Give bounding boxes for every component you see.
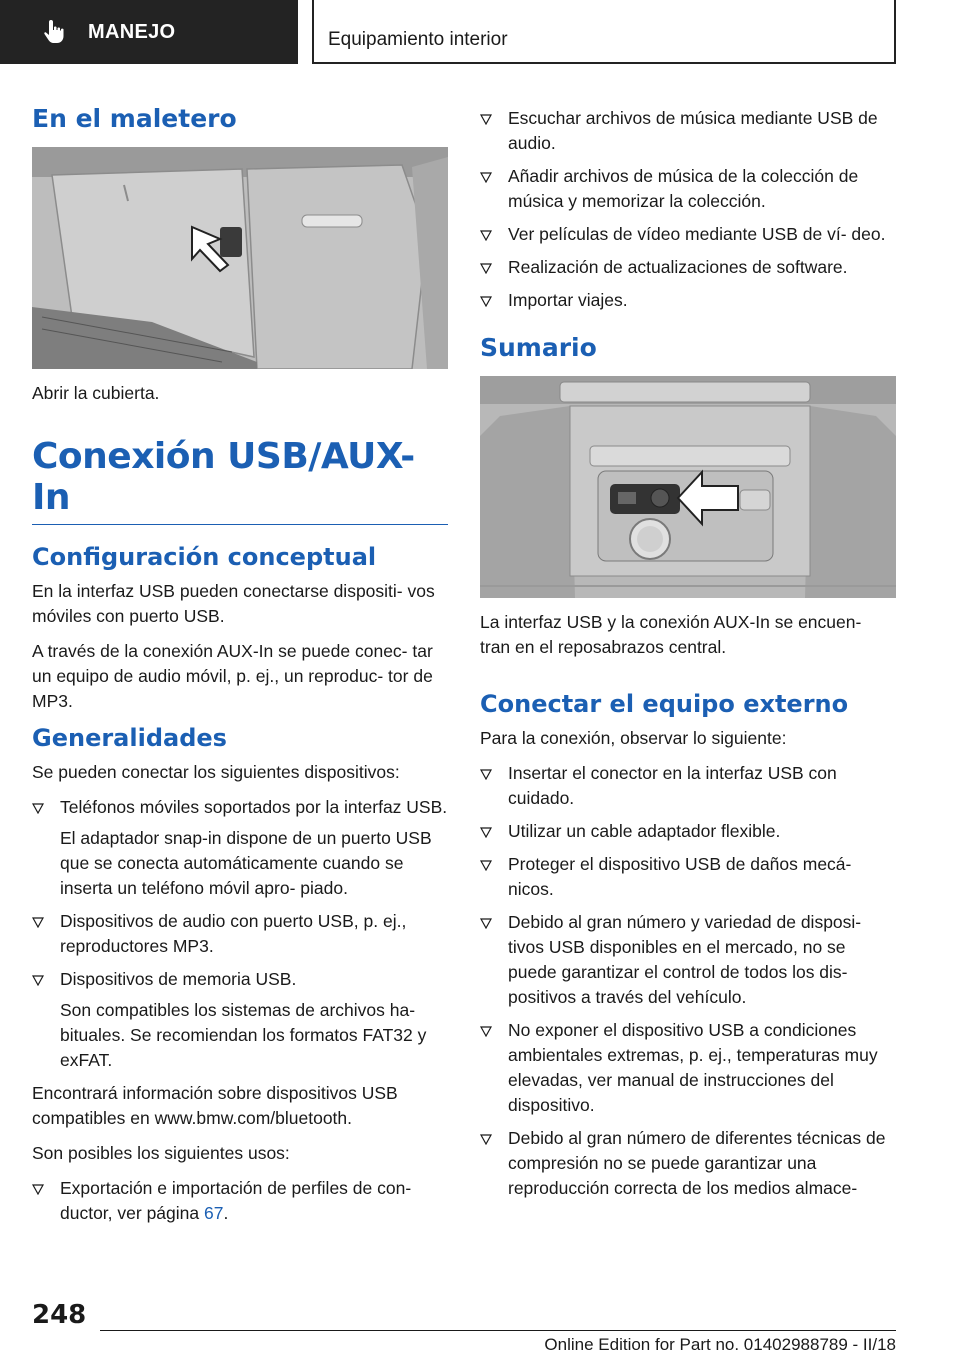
armrest-usb-image [480, 376, 896, 598]
triangle-bullet-icon [480, 860, 492, 871]
paragraph-config-1: En la interfaz USB pueden conectarse dispositi- vos móviles con puerto USB. [32, 581, 435, 626]
list-item [32, 909, 448, 959]
list-item [480, 255, 896, 280]
triangle-bullet-icon [480, 769, 492, 780]
list-item-text: Utilizar un cable adaptador flexible. [508, 821, 781, 841]
list-item [32, 795, 448, 901]
heading-generalidades: Generalidades [32, 724, 227, 752]
triangle-bullet-icon [480, 296, 492, 307]
list-item-text: Realización de actualizaciones de software. [508, 257, 848, 277]
chapter-tab [0, 0, 298, 64]
list-item [480, 1126, 896, 1201]
triangle-bullet-icon [480, 918, 492, 929]
list-item [480, 1018, 896, 1118]
heading-en-el-maletero: En el maletero [32, 104, 237, 133]
caption-abrir-cubierta: Abrir la cubierta. [32, 383, 160, 403]
heading-sumario: Sumario [480, 333, 597, 362]
paragraph-conectar: Para la conexión, observar lo siguiente: [480, 728, 787, 748]
list-item [32, 1176, 448, 1226]
right-column [480, 100, 896, 1209]
list-item-text: Importar viajes. [508, 290, 628, 310]
paragraph-usos: Son posibles los siguientes usos: [32, 1143, 290, 1163]
list-item-text: Dispositivos de memoria USB. [60, 969, 297, 989]
list-item-text: Insertar el conector en la interfaz USB con cuidado. [508, 763, 837, 808]
triangle-bullet-icon [480, 263, 492, 274]
page-reference-link[interactable]: 67 [204, 1203, 224, 1223]
list-item [480, 106, 896, 156]
hand-pointer-icon [40, 17, 70, 47]
triangle-bullet-icon [480, 230, 492, 241]
triangle-bullet-icon [480, 1134, 492, 1145]
triangle-bullet-icon [32, 975, 44, 986]
triangle-bullet-icon [32, 803, 44, 814]
list-item-text: Escuchar archivos de música mediante USB de audio. [508, 108, 878, 153]
section-tab [312, 0, 896, 64]
list-item-text: Teléfonos móviles soportados por la interfaz USB. [60, 797, 448, 817]
list-item-text: Debido al gran número de diferentes técnicas de compresión no se puede garantizar una reproducción correcta de los medios almace- [508, 1128, 886, 1198]
list-item-text: Exportación e importación de perfiles de con- ductor, ver página [60, 1178, 412, 1223]
paragraph-config-2: A través de la conexión AUX-In se puede conec- tar un equipo de audio móvil, p. ej., un reproduc- tor de MP3. [32, 641, 433, 711]
list-item [480, 819, 896, 844]
edition-note: Online Edition for Part no. 01402988789 - II/18 [544, 1335, 896, 1354]
page-number: 248 [32, 1300, 87, 1330]
usos-list-right [480, 106, 896, 313]
paragraph-generalidades: Se pueden conectar los siguientes dispositivos: [32, 762, 400, 782]
list-item-text: Proteger el dispositivo USB de daños mecá- nicos. [508, 854, 852, 899]
caption-sumario: La interfaz USB y la conexión AUX-In se encuen- tran en el reposabrazos central. [480, 612, 862, 657]
trunk-cover-image [32, 147, 448, 369]
paragraph-info: Encontrará información sobre dispositivos USB compatibles en www.bmw.com/bluetooth. [32, 1083, 398, 1128]
list-item [480, 910, 896, 1010]
heading-conectar-equipo: Conectar el equipo externo [480, 690, 849, 718]
list-item-text: Ver películas de vídeo mediante USB de ví- deo. [508, 224, 886, 244]
triangle-bullet-icon [32, 1184, 44, 1195]
list-item [480, 288, 896, 313]
heading-configuracion-conceptual: Configuración conceptual [32, 543, 377, 571]
triangle-bullet-icon [480, 827, 492, 838]
triangle-bullet-icon [480, 114, 492, 125]
list-item-end: . [223, 1203, 229, 1223]
list-item-text: Añadir archivos de música de la colección de música y memorizar la colección. [508, 166, 859, 211]
list-item [32, 967, 448, 1073]
triangle-bullet-icon [32, 917, 44, 928]
list-item [480, 852, 896, 902]
left-column [32, 100, 448, 1234]
triangle-bullet-icon [480, 172, 492, 183]
list-item-text: No exponer el dispositivo USB a condiciones ambientales extremas, p. ej., temperaturas muy elevadas, ver manual de instrucciones del dispositivo. [508, 1020, 878, 1115]
list-item-text: Dispositivos de audio con puerto USB, p. ej., reproductores MP3. [60, 911, 407, 956]
list-item [480, 164, 896, 214]
list-item-text: Debido al gran número y variedad de disposi- tivos USB disponibles en el mercado, no se puede garantizar el control de todos los dis- positivos a través del vehículo. [508, 912, 862, 1007]
list-item [480, 761, 896, 811]
triangle-bullet-icon [480, 1026, 492, 1037]
list-item-subtext: El adaptador snap-in dispone de un puerto USB que se conecta automáticamente cuando se inserta un teléfono móvil apro- piado. [60, 828, 432, 898]
list-item-subtext: Son compatibles los sistemas de archivos ha- bituales. Se recomiendan los formatos FAT32 y exFAT. [60, 1000, 427, 1070]
conectar-list [480, 761, 896, 1201]
list-item [480, 222, 896, 247]
footer-divider [100, 1330, 896, 1331]
heading-conexion-usb-aux: Conexión USB/AUX-In [32, 436, 448, 525]
chapter-title: MANEJO [88, 20, 176, 43]
devices-list [32, 795, 448, 1073]
section-title: Equipamiento interior [328, 29, 508, 50]
usos-list-left [32, 1176, 448, 1226]
